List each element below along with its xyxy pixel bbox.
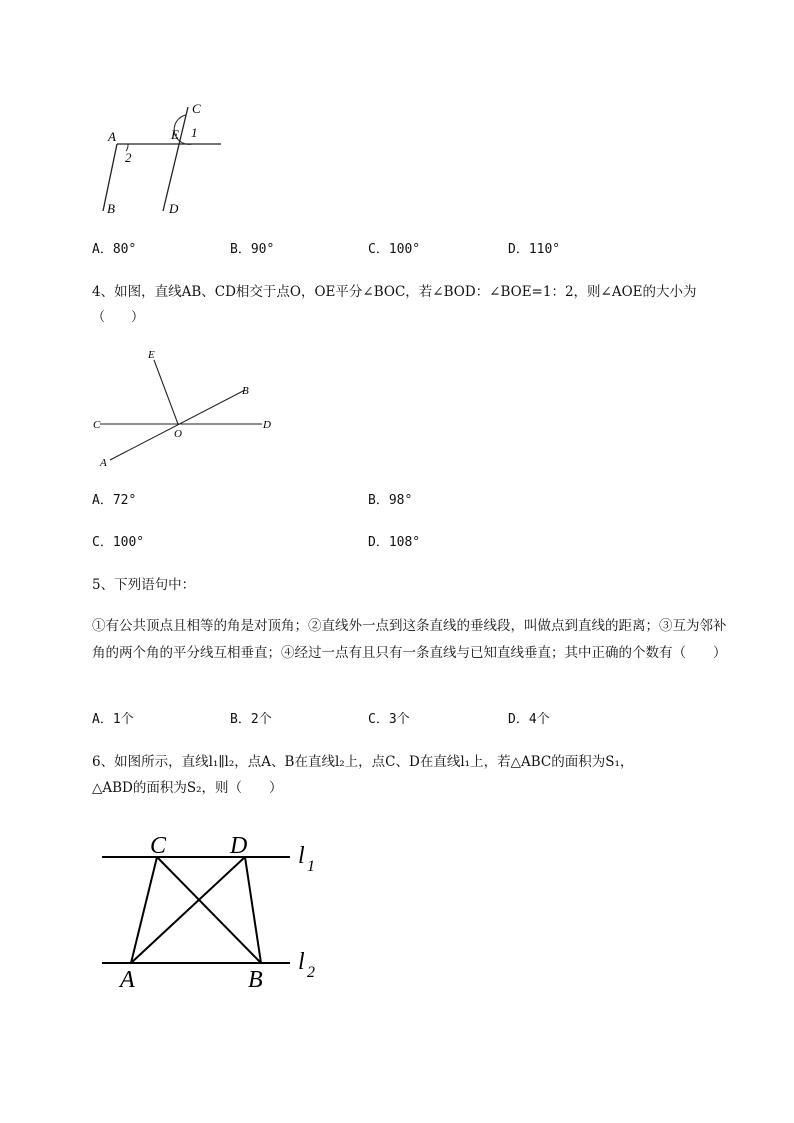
label-d: D [169,201,179,216]
label-b: B [248,967,263,993]
q5-title: 5、下列语句中： [92,577,196,593]
q6-figure [95,825,335,1000]
label-l2: l [298,949,305,975]
label-b: B [242,385,249,397]
label-a: A [120,967,135,993]
q6-question-line1: 6、如图所示，直线l₁∥l₂，点A、B在直线l₂上，点C、D在直线l₁上，若△ABC的面积为S₁， [92,754,634,770]
label-c: C [192,101,201,116]
label-d: D [230,833,248,859]
label-l2-subscript: 2 [307,964,315,981]
label-2: 2 [125,150,132,165]
segment-ad [131,857,245,963]
label-c: C [93,419,101,431]
q4-figure [90,340,290,475]
q5-statements: ①有公共顶点且相等的角是对顶角；②直线外一点到这条直线的垂线段，叫做点到直线的距离；③互为邻补角的两个角的平分线互相垂直；④经过一点有且只有一条直线与已知直线垂直；其中正确的个数有（ ） [92,618,727,661]
label-l1-subscript: 1 [307,858,315,875]
segment-bd [245,857,261,963]
ray-oe [154,360,178,424]
q3-option-b[interactable]: B．90° [230,242,275,257]
q3-option-c[interactable]: C．100° [368,242,421,257]
label-e: E [148,349,155,361]
q4-option-d[interactable]: D．108° [368,535,421,550]
q4-option-a[interactable]: A．72° [92,493,137,508]
segment-bc [157,857,261,963]
q3-option-a[interactable]: A．80° [92,242,137,257]
label-o: O [174,428,182,440]
label-1: 1 [191,125,198,140]
label-b: B [107,201,115,216]
q5-option-a[interactable]: A．1个 [92,712,134,727]
segment-ac [131,857,157,963]
q6-question-line2: △ABD的面积为S₂，则（ ） [92,780,283,796]
q3-figure [95,95,235,225]
q5-option-c[interactable]: C．3个 [368,712,410,727]
line-ab [110,390,245,460]
q4-question: 4、如图，直线AB、CD相交于点O，OE平分∠BOC，若∠BOD：∠BOE=1：2，则∠AOE的大小为 [92,284,697,300]
q5-option-b[interactable]: B．2个 [230,712,272,727]
q5-option-d[interactable]: D．4个 [508,712,550,727]
label-a: A [100,457,107,469]
q3-option-d[interactable]: D．110° [508,242,561,257]
q4-blank: （ ） [92,310,145,325]
label-a: A [108,129,116,144]
label-c: C [150,833,167,859]
label-d: D [263,419,271,431]
label-l1: l [298,843,305,869]
label-e: E [171,127,179,142]
q4-option-c[interactable]: C．100° [92,535,145,550]
q4-option-b[interactable]: B．98° [368,493,413,508]
